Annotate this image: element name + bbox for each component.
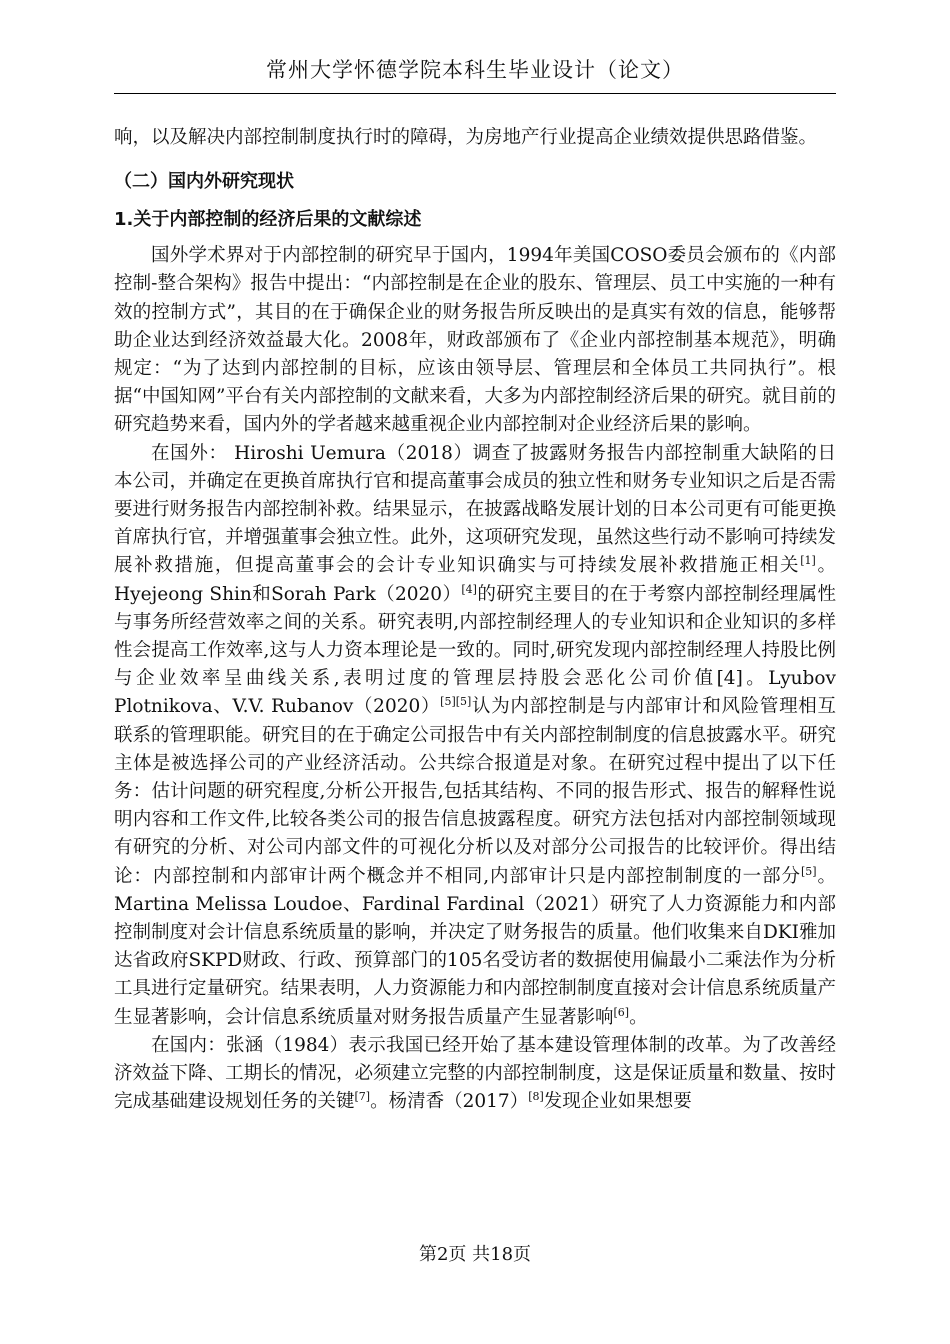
page-header [114,50,836,94]
header-title: 常州大学怀德学院本科生毕业设计（论文） [266,58,684,82]
text-run: 。杨清香（2017） [370,1091,529,1113]
paragraph-continuation: 响，以及解决内部控制制度执行时的障碍，为房地产行业提高企业绩效提供思路借鉴。 [114,127,818,148]
citation-ref: [1] [800,554,816,568]
page-number: 第2页 共18页 [418,1244,532,1265]
citation-ref: [8] [528,1090,544,1104]
citation-ref: [4] [461,582,477,596]
citation-ref: [7] [354,1090,371,1104]
citation-ref: [6] [613,1005,630,1019]
text-run: 。 [629,1006,648,1028]
document-body [114,124,836,1117]
text-run: 在国外： Hiroshi Uemura（2018）调查了披露财务报告内部控制重大缺陷的日本公司，并确定在更换首席执行官和提高董事会成员的独立性和财务专业知识之后是否需要进行财务报告内部控制补救。结果显示，在披露战略发展计划的日本公司更有可能更换首席执行官，并增强董事会独立性。此外，这项研究发现，虽然这些行动不影响可持续发展补救措施，但提高董事会的会计专业知识确实与可持续发展补救措施正相关 [114,442,836,577]
page-footer [0,1240,950,1266]
text-run: 在国内：张涵（1984）表示我国已经开始了基本建设管理体制的改革。为了改善经济效益下降、工期长的情况，必须建立完整的内部控制制度，这是保证质量和数量、按时完成基础建设规划任务的关键 [114,1034,836,1113]
paragraph-domestic-research [114,1032,836,1117]
text-run: 发现企业如果想要 [543,1091,692,1113]
text-run: 认为内部控制是与内部审计和风险管理相互联系的管理职能。研究目的在于确定公司报告中有关内部控制制度的信息披露水平。研究主体是被选择公司的产业经济活动。公共综合报道是对象。在研究过程中提出了以下任务：估计问题的研究程度,分析公开报告,包括其结构、不同的报告形式、报告的解释性说明内容和工作文件,比较各类公司的报告信息披露程度。研究方法包括对内部控制领域现有研究的分析、对公司内部文件的可视化分析以及对部分公司报告的比较评价。得出结论：内部控制和内部审计两个概念并不相同,内部审计只是内部控制制度的一部分 [114,696,836,887]
text-run: 。Hyejeong Shin和Sorah Park（2020） [114,555,836,605]
citation-ref: [5][5] [440,695,472,709]
text-run: 。Martina Melissa Loudoe、Fardinal Fardinal（2021）研究了人力资源能力和内部控制制度对会计信息系统质量的影响，并决定了财务报告的质量。他们收集来自DKI雅加达省政府SKPD财政、行政、预算部门的105名受访者的数据使用偏最小二乘法作为分析工具进行定量研究。结果表明，人力资源能力和内部控制制度直接对会计信息系统质量产生显著影响，会计信息系统质量对财务报告质量产生显著影响 [114,865,836,1028]
text-run: 的研究主要目的在于考察内部控制经理属性与事务所经营效率之间的关系。研究表明,内部控制经理人的专业知识和企业知识的多样性会提高工作效率,这与人力资本理论是一致的。同时,研究发现内部控制经理人持股比例与企业效率呈曲线关系,表明过度的管理层持股会恶化公司价值[4]。Lyubov Plotnikova、V.V. Rubanov（2020） [114,583,836,718]
citation-ref: [5] [800,864,817,878]
subsection-heading: 1.关于内部控制的经济后果的文献综述 [114,209,422,231]
section-heading: （二）国内外研究现状 [114,171,294,193]
paragraph-foreign-research [114,440,836,1032]
paragraph-overview: 国外学术界对于内部控制的研究早于国内，1994年美国COSO委员会颁布的《内部控制-整合架构》报告中提出：“内部控制是在企业的股东、管理层、员工中实施的一种有效的控制方式”，其目的在于确保企业的财务报告所反映出的是真实有效的信息，能够帮助企业达到经济效益最大化。2008年，财政部颁布了《企业内部控制基本规范》，明确规定：“为了达到内部控制的目标，应该由领导层、管理层和全体员工共同执行”。根据“中国知网”平台有关内部控制的文献来看，大多为内部控制经济后果的研究。就目前的研究趋势来看，国内外的学者越来越重视企业内部控制对企业经济后果的影响。 [114,245,836,436]
